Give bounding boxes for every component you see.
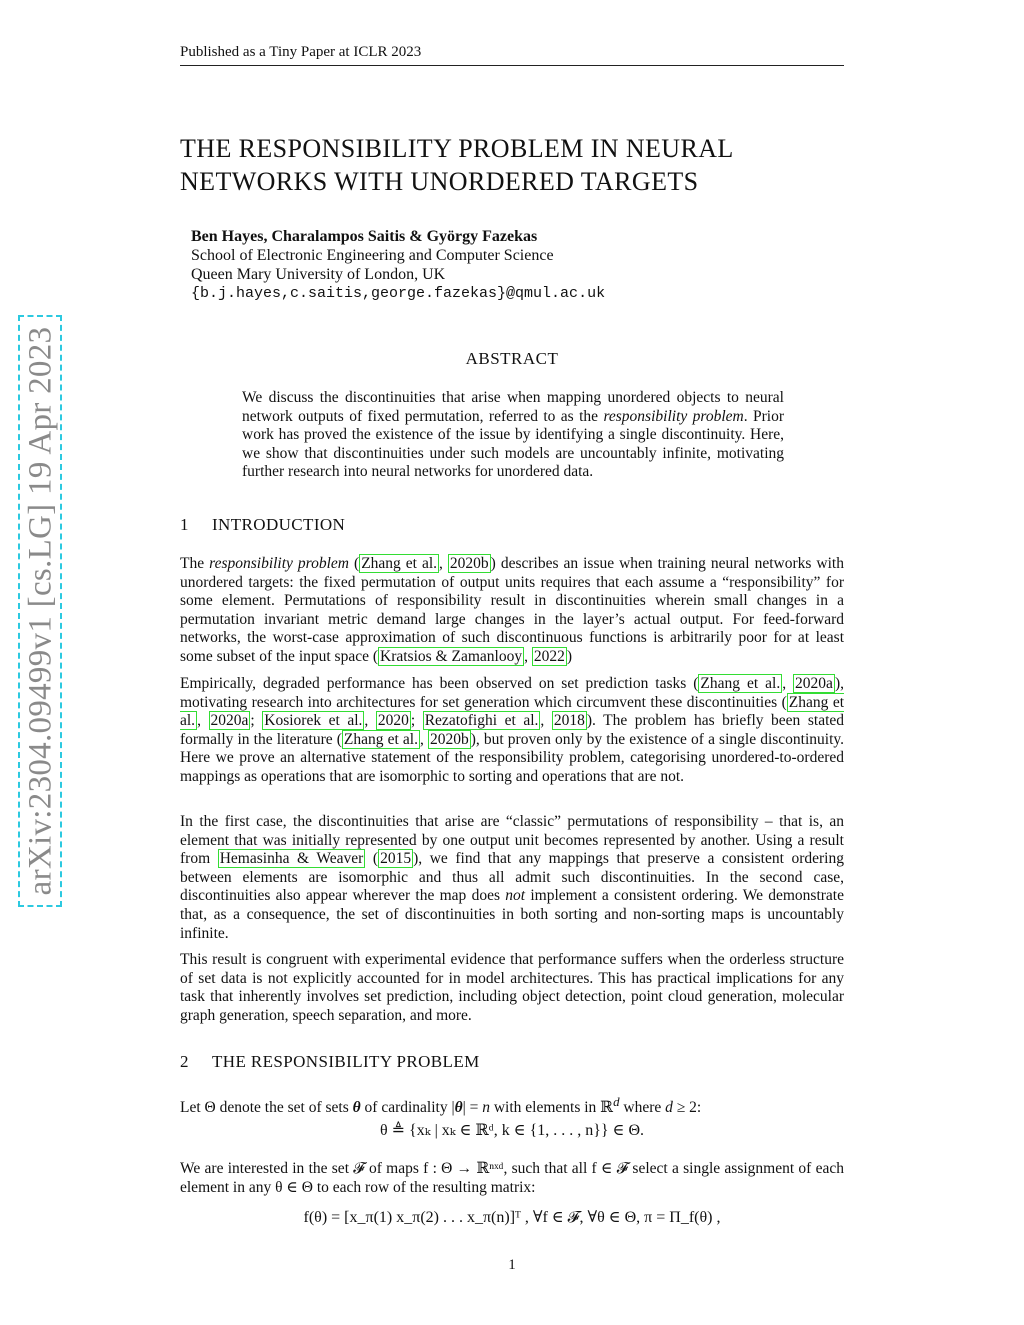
citation-link[interactable]: 2020b bbox=[429, 730, 469, 748]
affiliation-line-1: School of Electronic Engineering and Computer Science bbox=[191, 247, 554, 264]
running-header: Published as a Tiny Paper at ICLR 2023 bbox=[180, 44, 422, 60]
citation-link[interactable]: 2020a bbox=[795, 675, 833, 692]
citation-link[interactable]: Kratsios & Zamanlooy bbox=[380, 647, 523, 665]
header-rule bbox=[180, 65, 844, 66]
abstract-heading: ABSTRACT bbox=[465, 349, 559, 368]
citation-link[interactable]: 2018 bbox=[553, 712, 585, 730]
page-number: 1 bbox=[508, 1257, 516, 1273]
citation-link[interactable]: Hemasinha & Weaver bbox=[219, 850, 364, 868]
author-block bbox=[191, 227, 605, 303]
abstract-text: We discuss the discontinuities that arise when mapping unordered objects to neural network outputs of fixed permutation, referred to as the responsibility problem. Prior work has proved the existence of the issue by identifying a single discontinuity. Here, we show that discontinuities under such models are uncountably infinite, motivating further research into neural networks for unordered data. bbox=[242, 389, 785, 481]
section-2-heading: 2 THE RESPONSIBILITY PROBLEM bbox=[180, 1052, 480, 1071]
citation-link[interactable]: 2020a bbox=[210, 712, 249, 730]
author-names: Ben Hayes, Charalampos Saitis & György Fazekas bbox=[191, 228, 538, 245]
arxiv-stamp-text: arXiv:2304.09499v1 [cs.LG] 19 Apr 2023 bbox=[22, 326, 59, 896]
paper-title bbox=[180, 132, 860, 198]
citation-link[interactable]: Rezatofighi et al. bbox=[424, 712, 539, 730]
equation-map-definition: f(θ) = [x_π(1) x_π(2) . . . x_π(n)]ᵀ , ∀f ∈ 𝓕, ∀θ ∈ Θ, π = Π_f(θ) , bbox=[303, 1209, 721, 1226]
citation-link[interactable]: 2020 bbox=[377, 712, 409, 730]
affiliation-line-2: Queen Mary University of London, UK bbox=[191, 266, 446, 283]
citation-link[interactable]: Zhang et al. bbox=[180, 693, 844, 730]
citation-link[interactable]: 2020b bbox=[449, 555, 489, 572]
citation-link[interactable]: Zhang et al. bbox=[361, 555, 438, 572]
problem-paragraph-1: Let Θ denote the set of sets θ of cardinality |θ| = n with elements in ℝ$^d$ where d ≥ 2: bbox=[180, 1094, 702, 1117]
section-1-heading: 1 INTRODUCTION bbox=[180, 515, 346, 534]
intro-paragraph-1: The responsibility problem ( Zhang et al. , 2020b ) describes an issue when training neural networks with unordered targets: the fixed permutation of output units requires that each assume a “responsibility” for some element. Permutations of responsibility result in discontinuities wherein small changes in a permutation invariant metric demand large changes in the layer’s actual output. For feed-forward networks, the worst-case approximation of such discontinuous functions is arbitrarily poor for at least some subset of the input space ( Kratsios & Zamanlooy , 2022 ) bbox=[180, 555, 844, 665]
citation-link[interactable]: Zhang et al. bbox=[700, 675, 781, 692]
citation-link[interactable]: 2015 bbox=[380, 850, 412, 868]
citation-link[interactable]: 2022 bbox=[533, 647, 565, 665]
author-emails: {b.j.hayes,c.saitis,george.fazekas}@qmul.ac.uk bbox=[191, 285, 606, 302]
intro-paragraph-4: This result is congruent with experimental evidence that performance suffers when the orderless structure of set data is not explicitly accounted for in model architectures. This has practical implications for any task that inherently involves set prediction, including object detection, point cloud generation, molecular graph generation, speech separation, and more. bbox=[180, 951, 844, 1024]
intro-paragraph-2: Empirically, degraded performance has been observed on set prediction tasks ( Zhang et al. , 2020a ), motivating research into architectures for set generation which circumvent these discontinuities ( Zhang et al. , 2020a ; Kosiorek et al. , 2020 ; Rezatofighi et al. , 2018 ). The problem has briefly been stated formally in the literature ( Zhang et al. , 2020b ), but proven only by the existence of a single discontinuity. Here we prove an alternative statement of the responsibility problem, categorising unordered-to-ordered mappings as operations that are isomorphic to sorting and operations that are not. bbox=[180, 675, 845, 785]
citation-link[interactable]: Zhang et al. bbox=[343, 730, 418, 748]
title-line-1: THE RESPONSIBILITY PROBLEM IN NEURAL bbox=[180, 134, 734, 163]
title-line-2: NETWORKS WITH UNORDERED TARGETS bbox=[180, 167, 699, 196]
problem-paragraph-2: We are interested in the set 𝓕 of maps f : Θ → ℝⁿˣᵈ, such that all f ∈ 𝓕 select a single assignment of each element in any θ ∈ Θ to each row of the resulting matrix: bbox=[180, 1160, 844, 1196]
citation-link[interactable]: Kosiorek et al. bbox=[264, 712, 363, 730]
equation-set-definition: θ ≜ {xₖ | xₖ ∈ ℝᵈ, k ∈ {1, . . . , n}} ∈ Θ. bbox=[379, 1122, 645, 1139]
intro-paragraph-3: In the first case, the discontinuities that arise are “classic” permutations of responsibility – that is, an element that was initially represented by one output unit becomes represented by another. Using a result from Hemasinha & Weaver ( 2015 ), we find that any mappings that preserve a consistent ordering between elements are isomorphic and thus all admit such discontinuities. In the second case, discontinuities also appear wherever the map does not implement a consistent ordering. We demonstrate that, as a consequence, the set of discontinuities in both sorting and non-sorting maps is uncountably infinite. bbox=[180, 813, 844, 942]
